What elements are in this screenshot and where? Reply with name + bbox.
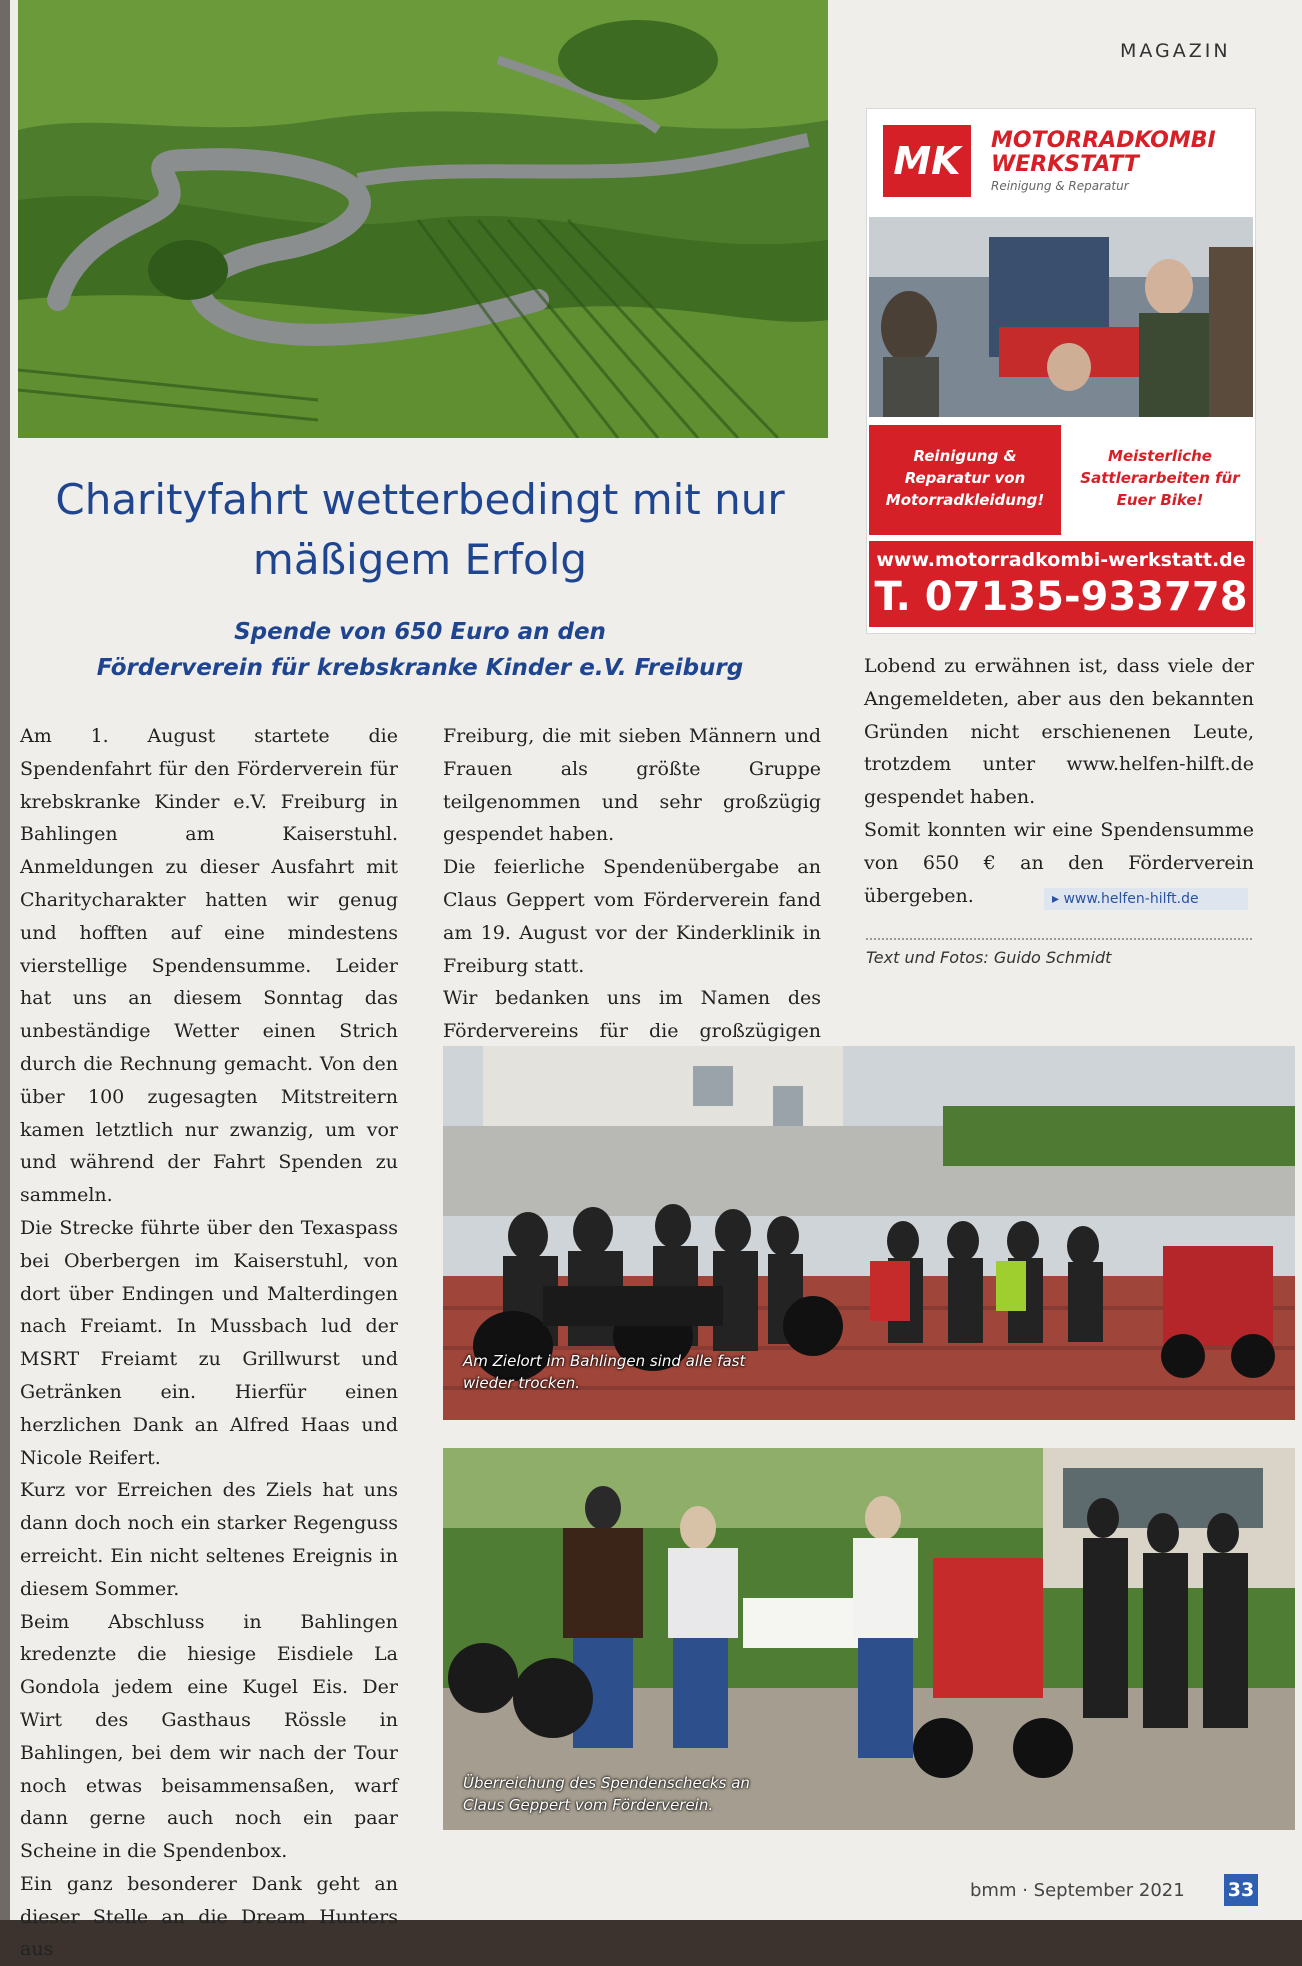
ad-box1-line: Motorradkleidung!	[885, 491, 1045, 509]
paragraph: Kurz vor Erreichen des Ziels hat uns dann doch noch ein starker Regenguss erreicht. Ein nicht seltenes Ereignis in diesem Sommer.	[20, 1479, 398, 1600]
article-column-2	[443, 720, 821, 1081]
article-column-3	[864, 650, 1254, 912]
article-column-1	[20, 720, 398, 1966]
ad-url: www.motorradkombi-werkstatt.de	[876, 549, 1246, 571]
check-handover-photo	[443, 1448, 1295, 1830]
caption-line: Überreichung des Spendenschecks an	[463, 1774, 750, 1792]
ad-box2-line: Euer Bike!	[1116, 491, 1204, 509]
paragraph: Die feierliche Spendenübergabe an Claus Geppert vom Förderverein fand am 19. August vor der Kinderklinik in Freiburg statt.	[443, 856, 821, 977]
subheadline-line1: Spende von 650 Euro an den	[234, 619, 606, 645]
paragraph: Die Strecke führte über den Texaspass bei Oberbergen im Kaiserstuhl, von dort über Endingen und Malterdingen nach Freiamt. In Mussbach lud der MSRT Freiamt zu Grillwurst und Getränken ein. Hierfür einen herzlichen Dank an Alfred Haas und Nicole Reifert.	[20, 1216, 398, 1469]
article-subheadline	[30, 614, 810, 686]
paragraph: Ein ganz besonderer Dank geht an dieser Stelle an die Dream Hunters aus	[20, 1872, 398, 1961]
watermark: www.ds45.de	[1232, 1904, 1299, 1915]
ad-title	[991, 129, 1216, 177]
paragraph: Wir bedanken uns im Namen des Fördervereins für die großzügigen	[443, 987, 821, 1043]
paragraph: Freiburg, die mit sieben Männern und Frauen als größte Gruppe teilgenommen und sehr großzügig gespendet haben.	[443, 725, 821, 846]
dotted-divider	[866, 938, 1252, 940]
vineyard-road-photo	[18, 0, 828, 438]
ad-box2-line: Meisterliche	[1108, 447, 1212, 465]
ad-contact-bar	[869, 541, 1253, 627]
check-photo-caption	[463, 1772, 750, 1816]
ad-title-line2: WERKSTATT	[991, 152, 1139, 177]
ad-logo: MK	[883, 125, 971, 197]
ad-tagline: Reinigung & Reparatur	[991, 179, 1129, 193]
paragraph: Lobend zu erwähnen ist, dass viele der Angemeldeten, aber aus den bekannten Gründen nicht erschienenen Leute, trotzdem unter www.helfen-hilft.de gespendet haben.	[864, 655, 1254, 809]
ad-phone: T. 07135-933778	[874, 574, 1248, 620]
donation-link[interactable]: ▸ www.helfen-hilft.de	[1044, 888, 1248, 910]
ad-cleaning-box	[869, 425, 1061, 535]
ad-workshop-photo	[869, 217, 1253, 417]
caption-line: wieder trocken.	[463, 1374, 581, 1392]
ad-box1-line: Reparatur von	[904, 469, 1026, 487]
caption-line: Claus Geppert vom Förderverein.	[463, 1796, 714, 1814]
photo-credit: Text und Fotos: Guido Schmidt	[866, 948, 1112, 967]
article-headline: Charityfahrt wetterbedingt mit nur mäßigem Erfolg	[55, 475, 785, 584]
ad-title-line1: MOTORRADKOMBI	[991, 128, 1216, 153]
group-photo-caption	[463, 1350, 745, 1394]
paragraph: Somit konnten wir eine Spendensumme von 650 € an den Förderverein übergeben.	[864, 818, 1254, 907]
page-number: 33	[1224, 1874, 1258, 1906]
ad-saddlery-box	[1067, 425, 1253, 535]
section-label: MAGAZIN	[1120, 40, 1231, 62]
paragraph: Am 1. August startete die Spendenfahrt für den Förderverein für krebskranke Kinder e.V. Freiburg in Bahlingen am Kaiserstuhl. Anmeldungen zu dieser Ausfahrt mit Charitycharakter hatten wir genug und hofften auf eine mindestens vierstellige Spendensumme. Leider hat uns an diesem Sonntag das unbeständige Wetter einen Strich durch die Rechnung gemacht. Von den über 100 zugesagten Mitstreitern kamen letztlich nur zwanzig, um vor und während der Fahrt Spenden zu sammeln.	[20, 725, 398, 1207]
caption-line: Am Zielort im Bahlingen sind alle fast	[463, 1352, 746, 1370]
ad-box2-line: Sattlerarbeiten für	[1080, 469, 1240, 487]
paragraph: Beim Abschluss in Bahlingen kredenzte die hiesige Eisdiele La Gondola jedem eine Kugel Eis. Der Wirt des Gasthaus Rössle in Bahlingen, bei dem wir nach der Tour noch etwas beisammensaßen, warf dann gerne auch noch ein paar Scheine in die Spendenbox.	[20, 1610, 398, 1863]
page-edge-shadow	[0, 0, 10, 1920]
group-motorcycles-photo	[443, 1046, 1295, 1420]
ad-box1-line: Reinigung &	[913, 447, 1017, 465]
subheadline-line2: Förderverein für krebskranke Kinder e.V. Freiburg	[96, 655, 744, 681]
publication-footer: bmm · September 2021	[970, 1880, 1185, 1901]
advertisement	[866, 108, 1256, 634]
